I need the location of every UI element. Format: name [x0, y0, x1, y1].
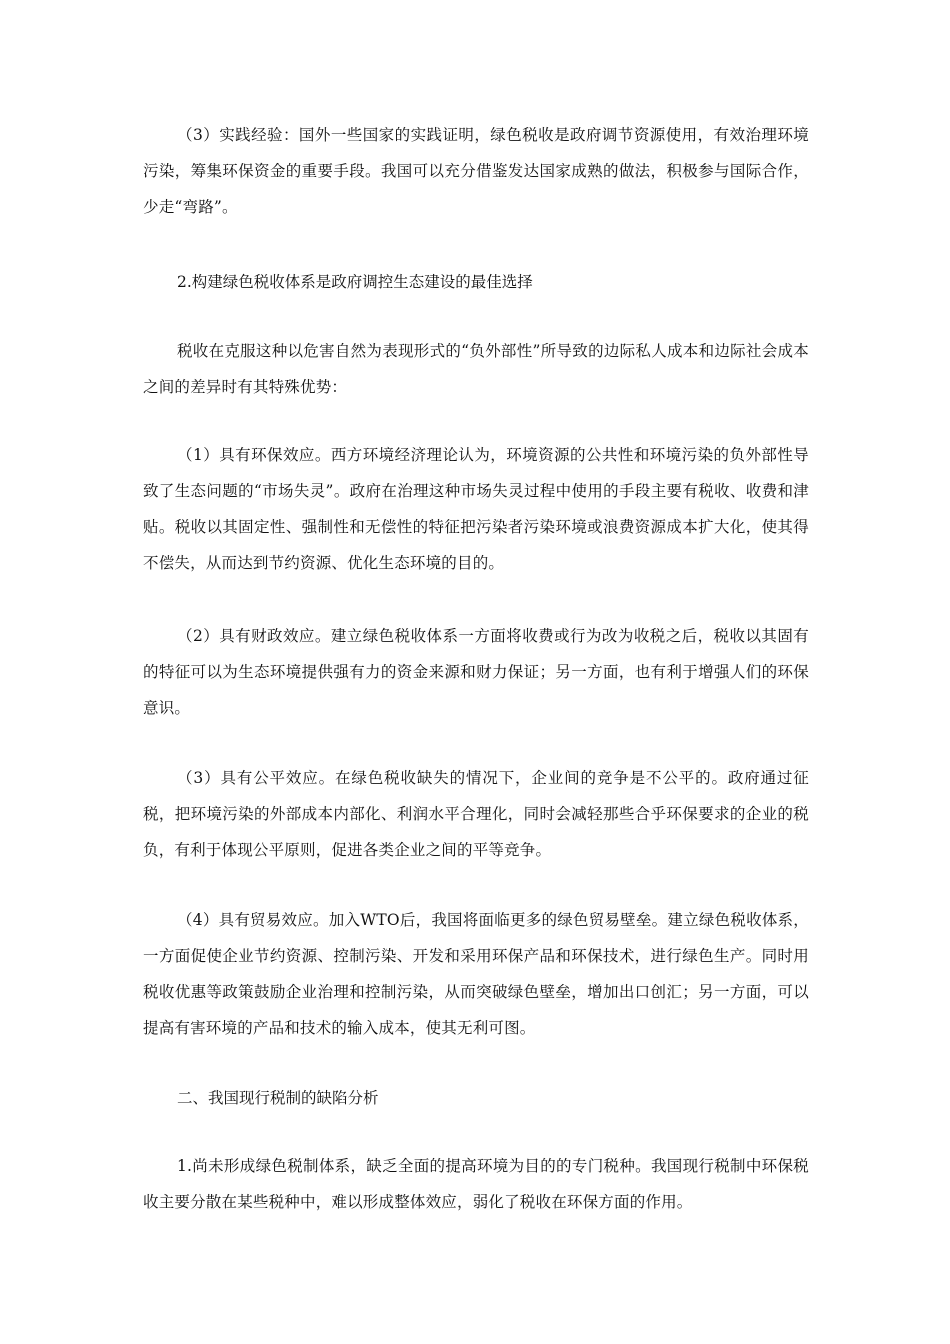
section-heading-green-tax-system: 2.构建绿色税收体系是政府调控生态建设的最佳选择 [177, 273, 533, 291]
paragraph-practice-experience: （3）实践经验：国外一些国家的实践证明，绿色税收是政府调节资源使用，有效治理环境污染，筹集环保资金的重要手段。我国可以充分借鉴发达国家成熟的做法，积极参与国际合作，少走“弯路”。 [143, 126, 809, 216]
paragraph-trade-effect: （4）具有贸易效应。加入WTO后，我国将面临更多的绿色贸易壁垒。建立绿色税收体系，一方面促使企业节约资源、控制污染、开发和采用环保产品和环保技术，进行绿色生产。同时用税收优惠等政策鼓励企业治理和控制污染，从而突破绿色壁垒，增加出口创汇；另一方面，可以提高有害环境的产品和技术的输入成本，使其无利可图。 [143, 911, 809, 1037]
paragraph-no-green-tax-system: 1.尚未形成绿色税制体系，缺乏全面的提高环境为目的的专门税种。我国现行税制中环保税收主要分散在某些税种中，难以形成整体效应，弱化了税收在环保方面的作用。 [143, 1157, 809, 1211]
section-heading-tax-defects: 二、我国现行税制的缺陷分析 [177, 1089, 379, 1107]
paragraph-environmental-effect: （1）具有环保效应。西方环境经济理论认为，环境资源的公共性和环境污染的负外部性导致了生态问题的“市场失灵”。政府在治理这种市场失灵过程中使用的手段主要有税收、收费和津贴。税收以其固定性、强制性和无偿性的特征把污染者污染环境或浪费资源成本扩大化，使其得不偿失，从而达到节约资源、优化生态环境的目的。 [143, 446, 809, 572]
paragraph-tax-advantage-intro: 税收在克服这种以危害自然为表现形式的“负外部性”所导致的边际私人成本和边际社会成本之间的差异时有其特殊优势： [143, 342, 809, 396]
paragraph-fairness-effect: （3）具有公平效应。在绿色税收缺失的情况下，企业间的竞争是不公平的。政府通过征税，把环境污染的外部成本内部化、利润水平合理化，同时会减轻那些合乎环保要求的企业的税负，有利于体现公平原则，促进各类企业之间的平等竞争。 [143, 769, 809, 859]
paragraph-fiscal-effect: （2）具有财政效应。建立绿色税收体系一方面将收费或行为改为收税之后，税收以其固有的特征可以为生态环境提供强有力的资金来源和财力保证；另一方面，也有利于增强人们的环保意识。 [143, 627, 809, 717]
